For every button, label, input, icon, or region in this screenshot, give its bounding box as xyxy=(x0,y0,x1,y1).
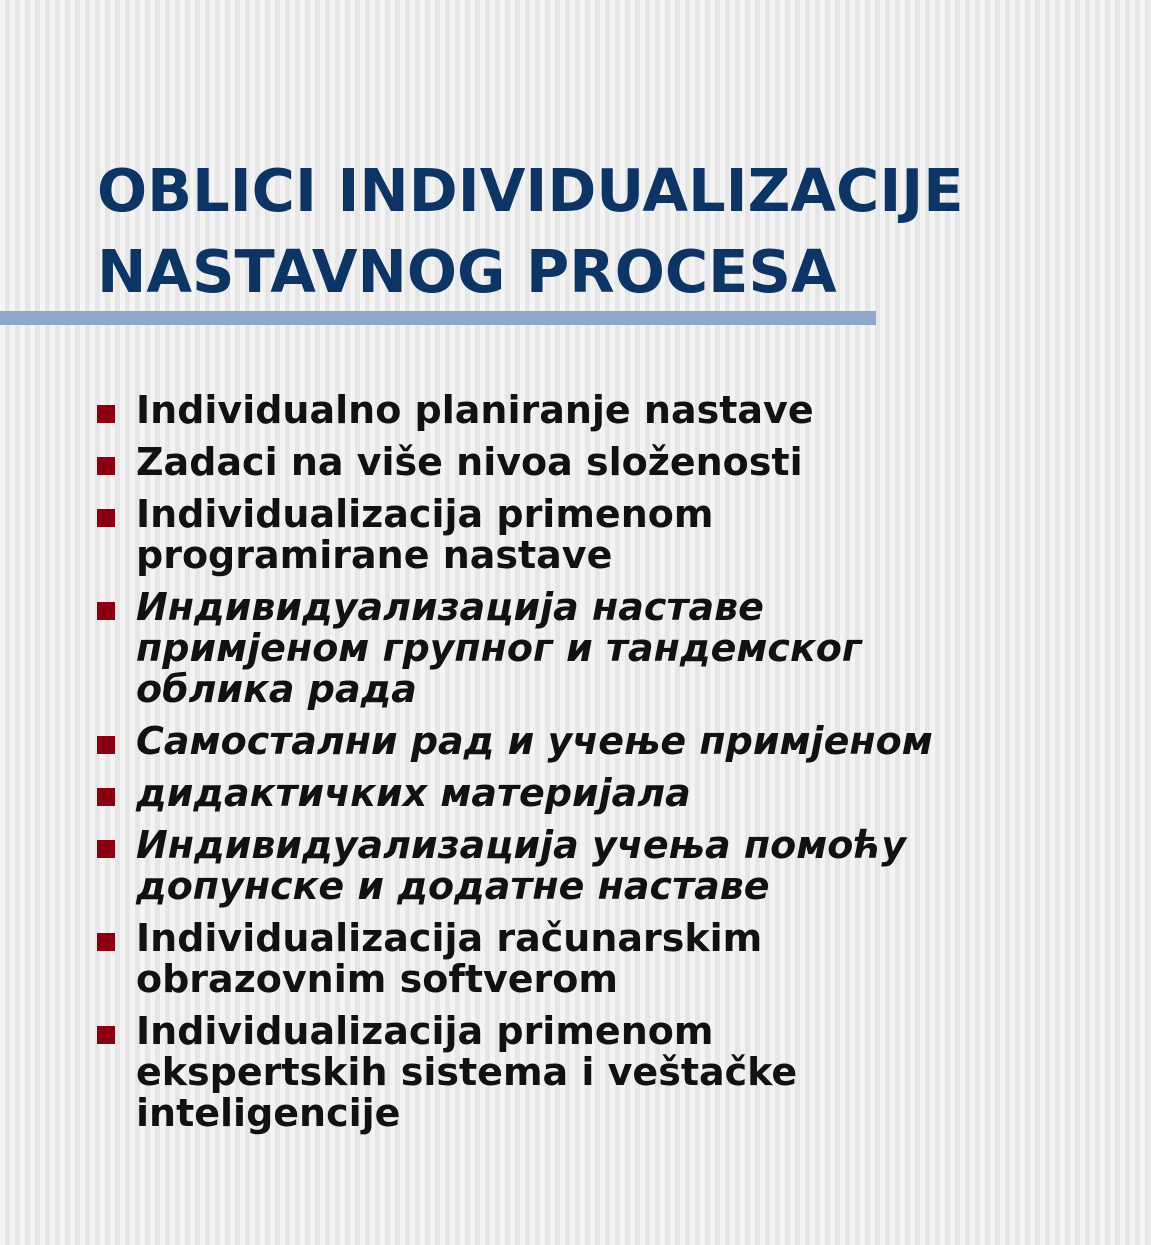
bullet-text: Individualizacija računarskim xyxy=(136,916,763,960)
bullet-text: дидактичких материјала xyxy=(136,771,691,815)
square-bullet-icon xyxy=(97,933,115,951)
bullet-text: Zadaci na više nivoa složenosti xyxy=(136,440,803,484)
bullet-item-planning xyxy=(97,390,1137,431)
bullet-item-independent-work xyxy=(97,721,1137,762)
title-line-2: NASTAVNOG PROCESA xyxy=(97,237,837,306)
bullet-text: obrazovnim softverom xyxy=(136,957,618,1001)
bullet-list xyxy=(97,390,1137,1145)
bullet-text: inteligencije xyxy=(136,1091,401,1135)
bullet-item-programmed xyxy=(97,494,1137,576)
square-bullet-icon xyxy=(97,1026,115,1044)
square-bullet-icon xyxy=(97,736,115,754)
bullet-text: примјеном групног и тандемског xyxy=(136,626,862,670)
bullet-text: Самостални рад и учење примјеном xyxy=(136,719,933,763)
bullet-text: допунске и додатне наставе xyxy=(136,864,770,908)
bullet-text: Индивидуализација наставе xyxy=(136,585,764,629)
bullet-text: Individualno planiranje nastave xyxy=(136,388,814,432)
bullet-item-tasks xyxy=(97,442,1137,483)
bullet-item-didactic-materials xyxy=(97,773,1137,814)
bullet-item-software xyxy=(97,918,1137,1000)
square-bullet-icon xyxy=(97,788,115,806)
bullet-text: Individualizacija primenom xyxy=(136,492,714,536)
slide-title xyxy=(97,150,1137,312)
square-bullet-icon xyxy=(97,840,115,858)
bullet-text: Индивидуализација учења помоћу xyxy=(136,823,907,867)
bullet-text: programirane nastave xyxy=(136,533,613,577)
bullet-item-group-work xyxy=(97,587,1137,710)
title-divider xyxy=(0,311,876,325)
square-bullet-icon xyxy=(97,602,115,620)
bullet-text: Individualizacija primenom xyxy=(136,1009,714,1053)
bullet-text: облика рада xyxy=(136,667,417,711)
square-bullet-icon xyxy=(97,509,115,527)
bullet-text: ekspertskih sistema i veštačke xyxy=(136,1050,798,1094)
bullet-item-expert-systems xyxy=(97,1011,1137,1134)
square-bullet-icon xyxy=(97,405,115,423)
square-bullet-icon xyxy=(97,457,115,475)
title-line-1: OBLICI INDIVIDUALIZACIJE xyxy=(97,156,964,225)
bullet-item-supplementary xyxy=(97,825,1137,907)
